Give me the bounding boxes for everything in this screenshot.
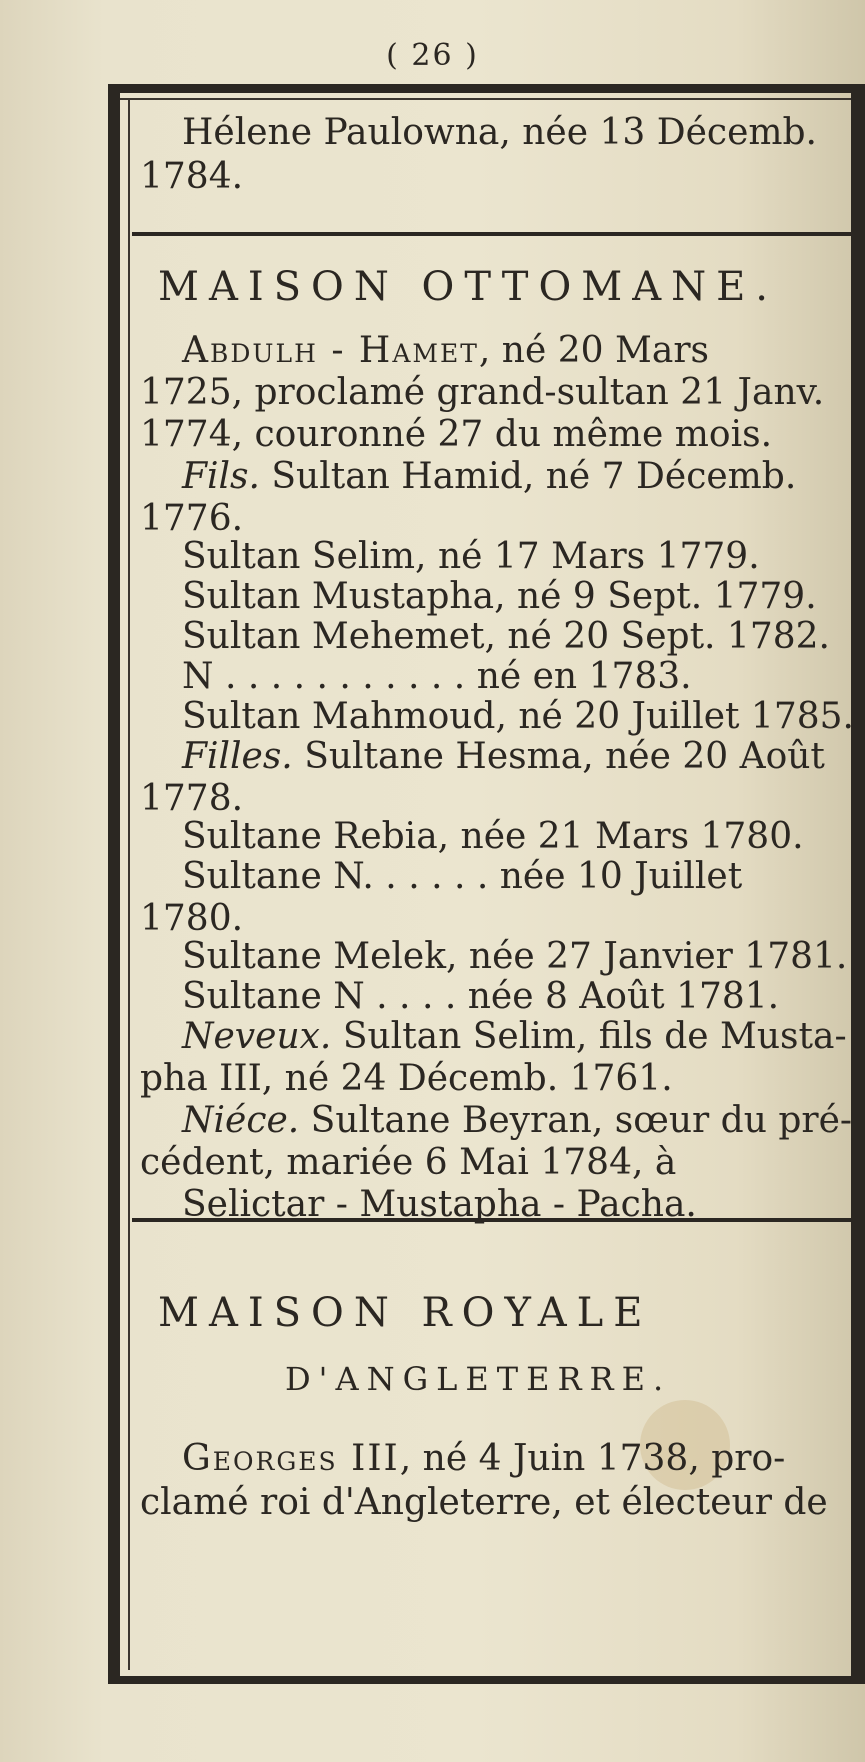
son-entry: Sultan Mehemet, né 20 Sept. 1782. [182, 616, 830, 657]
son-entry: Sultan Selim, né 17 Mars 1779. [182, 536, 760, 577]
daughters-label: Filles. [182, 736, 293, 777]
text-line: clamé roi d'Angleterre, et électeur de [140, 1482, 828, 1523]
son-entry: N . . . . . . . . . . . né en 1783. [182, 656, 692, 697]
text-line: 1776. [140, 498, 244, 539]
nephew-label: Neveux. [182, 1016, 332, 1057]
prev-line: Hélene Paulowna, née 13 Décemb. [182, 112, 817, 153]
sons-label: Fils. [182, 456, 260, 497]
nephew-line: Neveux. Sultan Selim, fils de Musta- [182, 1016, 847, 1057]
niece-line: Niéce. Sultane Beyran, sœur du pré- [182, 1100, 853, 1141]
king-name: Georges III [182, 1438, 400, 1479]
section-subtitle-england: D'ANGLETERRE. [285, 1360, 672, 1398]
son-entry: Sultan Mustapha, né 9 Sept. 1779. [182, 576, 817, 617]
text-line: 1725, proclamé grand-sultan 21 Janv. [140, 372, 825, 413]
text-line: cédent, mariée 6 Mai 1784, à [140, 1142, 677, 1183]
text-line: Selictar - Mustapha - Pacha. [182, 1184, 697, 1225]
left-border [108, 84, 120, 1684]
right-border [851, 84, 865, 1684]
section-title-ottoman: MAISON OTTOMANE. [158, 264, 778, 310]
bottom-rule [108, 1676, 865, 1684]
sovereign-line: Abdulh - Hamet, né 20 Mars [182, 330, 710, 371]
daughter-entry: Sultane N. . . . . . née 10 Juillet [182, 856, 743, 897]
top-rule-thin [108, 98, 865, 100]
daughters-line: Filles. Sultane Hesma, née 20 Août [182, 736, 825, 777]
text-line: pha III, né 24 Décemb. 1761. [140, 1058, 673, 1099]
sons-line: Fils. Sultan Hamid, né 7 Décemb. [182, 456, 797, 497]
niece-label: Niéce. [182, 1100, 300, 1141]
page-number: ( 26 ) [386, 38, 479, 73]
son-entry: Sultan Mahmoud, né 20 Juillet 1785. [182, 696, 854, 737]
top-rule [108, 84, 865, 93]
king-line: Georges III, né 4 Juin 1738, pro- [182, 1438, 786, 1479]
text-line: 1778. [140, 778, 244, 819]
sovereign-name: Abdulh - Hamet [182, 330, 479, 371]
section-title-england: MAISON ROYALE [158, 1290, 653, 1336]
left-border-thin [128, 100, 130, 1670]
section-separator [132, 232, 851, 236]
text-line: 1774, couronné 27 du même mois. [140, 414, 773, 455]
daughter-entry: Sultane Rebia, née 21 Mars 1780. [182, 816, 804, 857]
daughter-entry: Sultane N . . . . née 8 Août 1781. [182, 976, 780, 1017]
prev-line: 1784. [140, 156, 244, 197]
daughter-entry: Sultane Melek, née 27 Janvier 1781. [182, 936, 848, 977]
text-line: 1780. [140, 898, 244, 939]
